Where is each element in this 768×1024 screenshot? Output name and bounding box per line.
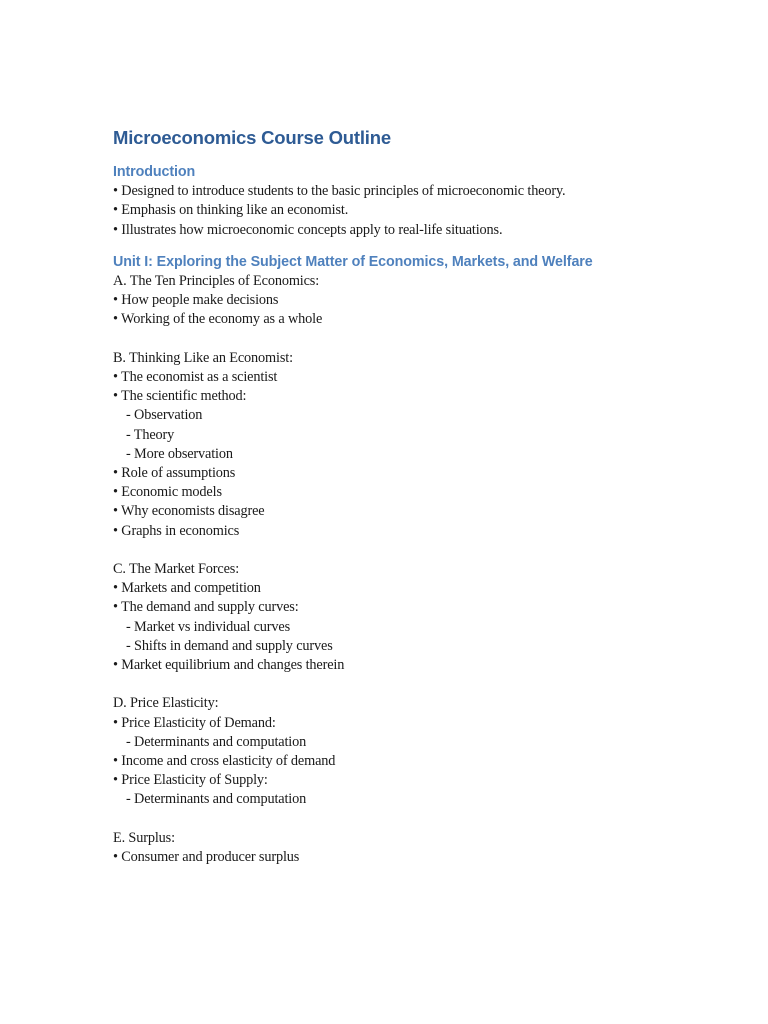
section-c-subitem: - Market vs individual curves [126, 618, 290, 635]
section-c-bullet: • Market equilibrium and changes therein [113, 657, 345, 674]
section-d-bullet: • Income and cross elasticity of demand [113, 753, 336, 770]
section-c-subitem: - Shifts in demand and supply curves [126, 637, 333, 654]
intro-bullet: • Designed to introduce students to the basic principles of microeconomic theory. [113, 183, 566, 200]
section-a-label: A. The Ten Principles of Economics: [113, 273, 320, 290]
section-a-bullet: • Working of the economy as a whole [113, 311, 323, 328]
section-b-bullet: • Economic models [113, 484, 222, 501]
section-b-bullet: • The scientific method: [113, 388, 247, 405]
section-e-label: E. Surplus: [113, 829, 175, 846]
document-page [113, 126, 733, 867]
section-b-subitem: - Observation [126, 407, 203, 424]
section-b-bullet: • Why economists disagree [113, 503, 265, 520]
section-e-bullet: • Consumer and producer surplus [113, 849, 300, 866]
introduction-heading: Introduction [113, 164, 196, 180]
document-title: Microeconomics Course Outline [113, 127, 391, 148]
section-c-bullet: • Markets and competition [113, 580, 261, 597]
intro-bullet: • Illustrates how microeconomic concepts apply to real-life situations. [113, 221, 503, 238]
section-b-subitem: - More observation [126, 445, 233, 462]
section-b-label: B. Thinking Like an Economist: [113, 349, 293, 366]
section-d-bullet: • Price Elasticity of Demand: [113, 714, 276, 731]
section-d-subitem: - Determinants and computation [126, 791, 307, 808]
section-d-bullet: • Price Elasticity of Supply: [113, 772, 268, 789]
intro-bullet: • Emphasis on thinking like an economist. [113, 202, 349, 219]
section-b-bullet: • Graphs in economics [113, 522, 240, 539]
section-d-label: D. Price Elasticity: [113, 695, 219, 712]
section-b-subitem: - Theory [126, 426, 175, 443]
section-c-label: C. The Market Forces: [113, 561, 240, 578]
section-c-bullet: • The demand and supply curves: [113, 599, 299, 616]
section-d-subitem: - Determinants and computation [126, 733, 307, 750]
section-b-bullet: • Role of assumptions [113, 465, 236, 482]
section-a-bullet: • How people make decisions [113, 292, 279, 309]
unit1-heading: Unit I: Exploring the Subject Matter of Economics, Markets, and Welfare [113, 253, 593, 270]
section-b-bullet: • The economist as a scientist [113, 369, 278, 386]
